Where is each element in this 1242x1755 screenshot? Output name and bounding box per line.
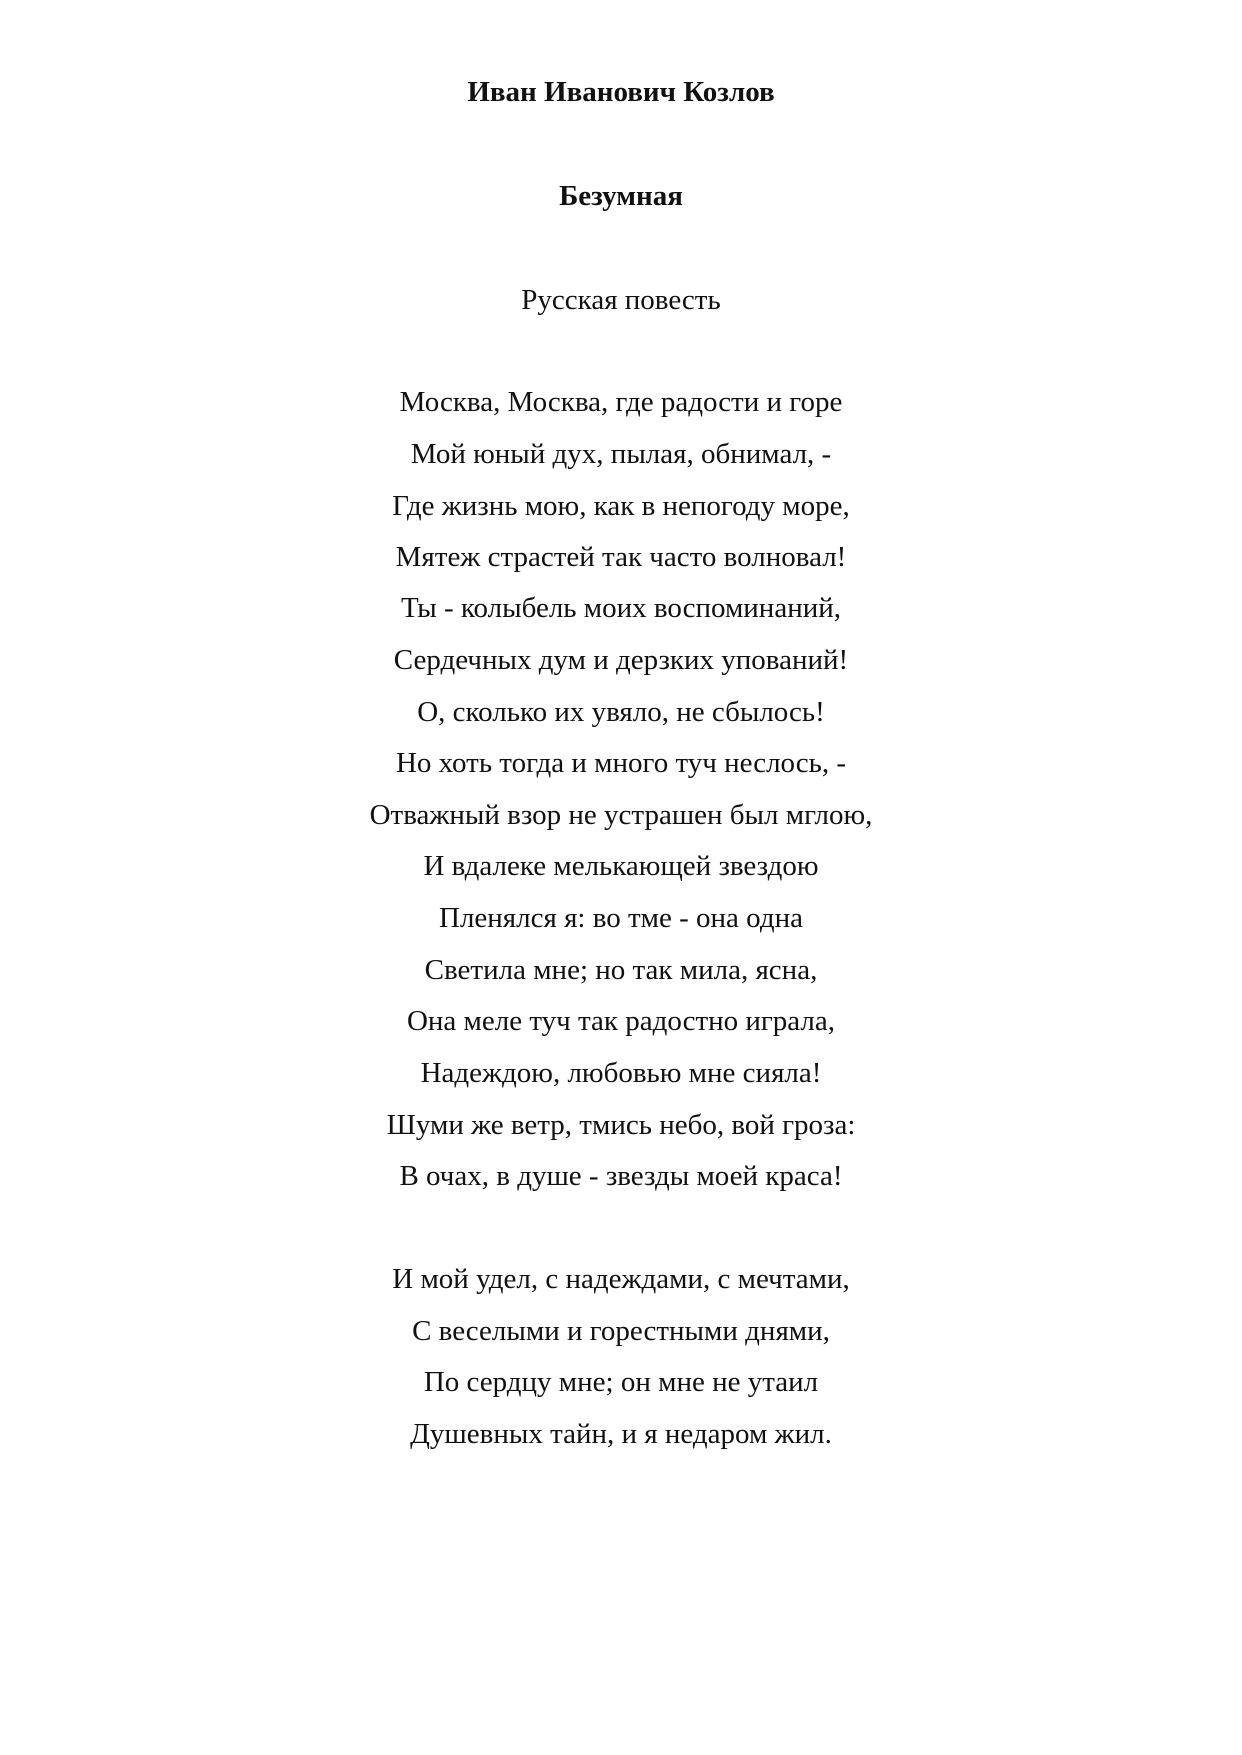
poem-line: По сердцу мне; он мне не утаил bbox=[423, 1366, 819, 1398]
poem-line: Мой юный дух, пылая, обнимал, - bbox=[410, 438, 832, 470]
poem-line: Мятеж страстей так часто волновал! bbox=[395, 541, 847, 573]
author-heading: Иван Иванович Козлов bbox=[467, 76, 775, 108]
poem-line: Ты - колыбель моих воспоминаний, bbox=[400, 592, 842, 624]
poem-line: Сердечных дум и дерзких упований! bbox=[393, 644, 849, 676]
poem-line: О, сколько их увяло, не сбылось! bbox=[417, 696, 825, 728]
poem-line: С веселыми и горестными днями, bbox=[412, 1315, 830, 1347]
poem-line: Светила мне; но так мила, ясна, bbox=[424, 954, 818, 986]
poem-line: Но хоть тогда и много туч неслось, - bbox=[395, 747, 847, 779]
poem-line: Где жизнь мою, как в непогоду море, bbox=[392, 490, 850, 522]
poem-line: И вдалеке мелькающей звездою bbox=[423, 850, 819, 882]
poem-subtitle: Русская повесть bbox=[521, 284, 721, 316]
poem-line: Отважный взор не устрашен был мглою, bbox=[369, 799, 873, 831]
poem-title: Безумная bbox=[559, 180, 683, 212]
poem-line: Душевных тайн, и я недаром жил. bbox=[410, 1418, 832, 1450]
poem-line: В очах, в душе - звезды моей краса! bbox=[399, 1160, 843, 1192]
poem-line: И мой удел, с надеждами, с мечтами, bbox=[392, 1263, 850, 1295]
poem-line: Москва, Москва, где радости и горе bbox=[399, 386, 843, 418]
poem-line: Она меле туч так радостно играла, bbox=[406, 1005, 836, 1037]
poem-line: Надеждою, любовью мне сияла! bbox=[420, 1057, 822, 1089]
poem-line: Пленялся я: во тме - она одна bbox=[439, 902, 803, 934]
poem-line: Шуми же ветр, тмись небо, вой гроза: bbox=[386, 1109, 856, 1141]
